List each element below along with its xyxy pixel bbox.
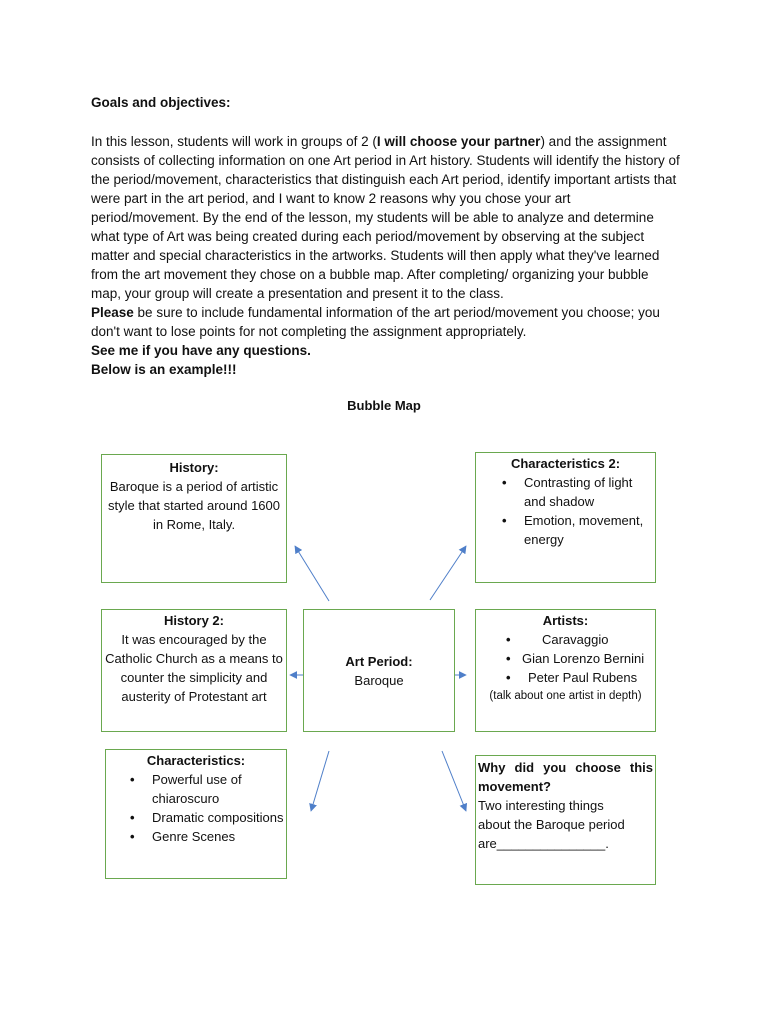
list-item: • Genre Scenes — [108, 827, 284, 846]
characteristics2-box — [475, 452, 656, 583]
artists-box — [475, 609, 656, 732]
questions-note: See me if you have any questions. — [91, 343, 311, 358]
please-rest: be sure to include fundamental information of the art period/movement you choose; you don't want to lose points for not completing the assignment appropriately. — [91, 305, 660, 339]
characteristics2-list — [480, 473, 651, 549]
intro-part-a: In this lesson, students will work in groups of 2 ( — [91, 134, 377, 149]
history2-text: It was encouraged by the Catholic Church as a means to counter the simplicity and austerity of Protestant art — [105, 632, 283, 704]
center-box — [303, 609, 455, 732]
why-title: Why did you choose this movement? — [478, 760, 653, 794]
list-item: • Powerful use of chiaroscuro — [108, 770, 284, 808]
list-item: • Contrasting of light and shadow — [480, 473, 651, 511]
characteristics-box — [105, 749, 287, 879]
history-text: Baroque is a period of artistic style that started around 1600 in Rome, Italy. — [107, 479, 280, 532]
list-item: • Emotion, movement, energy — [480, 511, 651, 549]
characteristics-title: Characteristics: — [146, 753, 246, 768]
characteristics-list — [108, 770, 284, 846]
why-text: Two interesting things about the Baroque period are_______________. — [478, 798, 625, 851]
history2-title: History 2: — [164, 613, 224, 628]
artists-title: Artists: — [542, 613, 589, 628]
why-box — [475, 755, 656, 885]
center-text: Baroque — [354, 673, 404, 688]
please-word: Please — [91, 305, 134, 320]
center-title: Art Period: — [345, 654, 413, 669]
characteristics2-title: Characteristics 2: — [510, 456, 621, 471]
goals-heading: Goals and objectives: — [91, 95, 231, 110]
arrow-to-why — [442, 751, 466, 811]
history2-box — [101, 609, 287, 732]
example-note: Below is an example!!! — [91, 362, 237, 377]
history-title: History: — [169, 460, 219, 475]
artists-list — [478, 630, 653, 687]
list-item: • Gian Lorenzo Bernini — [484, 649, 653, 668]
list-item: • Caravaggio — [484, 630, 653, 649]
intro-part-b: ) and the assignment consists of collecting information on one Art period in Art history. Students will identify the history of the period/movement, characteristics that distinguish each Art period, identify important artists that were part in the art period, and I want to know 2 reasons why you chose your art period/movement. By the end of the lesson, my students will be able to analyze and determine what type of Art was being created during each period/movement by observing at the subject matter and special characteristics in the artworks. Students will then apply what they've learned from the art movement they chose on a bubble map. After completing/ organizing your bubble map, your group will create a presentation and present it to the class. — [91, 134, 680, 301]
list-item: • Peter Paul Rubens — [484, 668, 653, 687]
artists-note: (talk about one artist in depth) — [489, 690, 642, 702]
history-box — [101, 454, 287, 583]
arrow-to-history — [295, 546, 329, 601]
arrow-to-characteristics2 — [430, 546, 466, 600]
partner-note: I will choose your partner — [376, 134, 541, 149]
bubble-map-title: Bubble Map — [347, 398, 421, 413]
arrow-to-characteristics — [311, 751, 329, 811]
list-item: • Dramatic compositions — [108, 808, 284, 827]
